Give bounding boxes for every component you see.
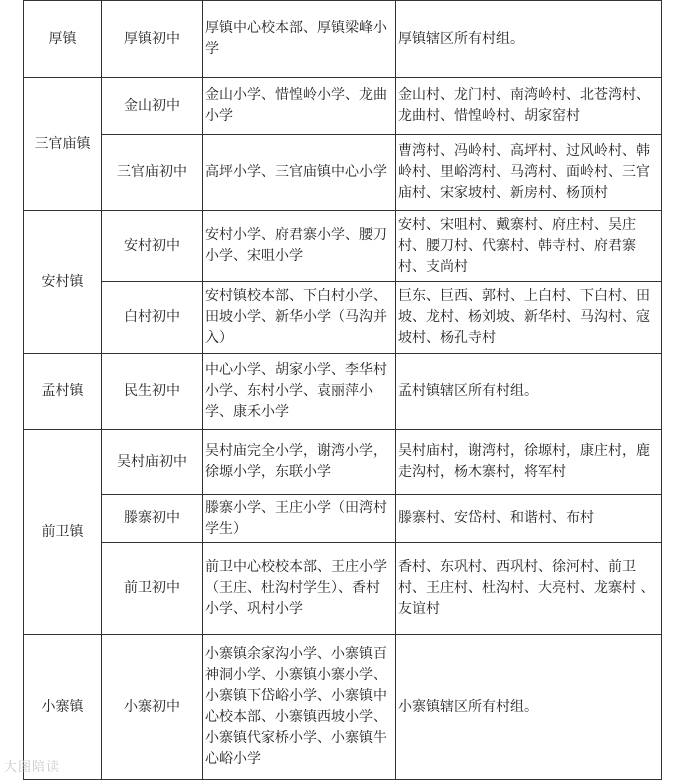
watermark: 大图陪读	[4, 760, 61, 775]
primary-schools-cell: 厚镇中心校本部、厚镇梁峰小学	[203, 1, 396, 78]
table-row	[24, 430, 662, 495]
town-cell: 孟村镇	[24, 354, 102, 430]
primary-schools-cell: 滕寨小学、王庄小学（田湾村学生）	[203, 495, 396, 543]
villages-cell: 香村、东巩村、西巩村、徐河村、前卫村、王庄村、杜沟村、大亮村、龙寨村 、友谊村	[396, 543, 662, 635]
middle-school-cell: 三官庙初中	[102, 135, 203, 211]
primary-schools-cell: 安村小学、府君寨小学、腰刀小学、宋咀小学	[203, 211, 396, 282]
town-cell: 前卫镇	[24, 430, 102, 635]
middle-school-cell: 安村初中	[102, 211, 203, 282]
middle-school-cell: 厚镇初中	[102, 1, 203, 78]
table-row	[24, 543, 662, 635]
middle-school-cell: 民生初中	[102, 354, 203, 430]
villages-cell: 巨东、巨西、郭村、上白村、下白村、田坡、龙村、杨刘坡、新华村、马沟村、寇坡村、杨孔寺村	[396, 282, 662, 354]
school-district-table	[23, 0, 662, 780]
town-cell: 厚镇	[24, 1, 102, 78]
table-row	[24, 135, 662, 211]
middle-school-cell: 吴村庙初中	[102, 430, 203, 495]
primary-schools-cell: 中心小学、胡家小学、李华村小学、东村小学、袁丽萍小学、康禾小学	[203, 354, 396, 430]
villages-cell: 吴村庙村，谢湾村，徐塬村，康庄村，鹿走沟村，杨木寨村，将军村	[396, 430, 662, 495]
middle-school-cell: 滕寨初中	[102, 495, 203, 543]
primary-schools-cell: 吴村庙完全小学，谢湾小学，徐塬小学，东联小学	[203, 430, 396, 495]
villages-cell: 孟村镇辖区所有村组。	[396, 354, 662, 430]
table-row	[24, 635, 662, 780]
town-cell: 三官庙镇	[24, 78, 102, 211]
table-row	[24, 78, 662, 135]
middle-school-cell: 金山初中	[102, 78, 203, 135]
town-cell: 小寨镇	[24, 635, 102, 780]
villages-cell: 小寨镇辖区所有村组。	[396, 635, 662, 780]
primary-schools-cell: 小寨镇余家沟小学、小寨镇百神洞小学、小寨镇小寨小学、小寨镇下岱峪小学、小寨镇中心校本部、小寨镇西坡小学、小寨镇代家桥小学、小寨镇牛心峪小学	[203, 635, 396, 780]
table-row	[24, 495, 662, 543]
primary-schools-cell: 安村镇校本部、下白村小学、田坡小学、新华小学（马沟并入）	[203, 282, 396, 354]
villages-cell: 安村、宋咀村、戴寨村、府庄村、吴庄村、腰刀村、代寨村、韩寺村、府君寨村、支尚村	[396, 211, 662, 282]
primary-schools-cell: 金山小学、惜惶岭小学、龙曲小学	[203, 78, 396, 135]
table-row	[24, 1, 662, 78]
table-row	[24, 282, 662, 354]
villages-cell: 金山村、龙门村、南湾岭村、北苍湾村、龙曲村、惜惶岭村、胡家窑村	[396, 78, 662, 135]
table-row	[24, 211, 662, 282]
middle-school-cell: 白村初中	[102, 282, 203, 354]
villages-cell: 厚镇辖区所有村组。	[396, 1, 662, 78]
primary-schools-cell: 高坪小学、三官庙镇中心小学	[203, 135, 396, 211]
middle-school-cell: 小寨初中	[102, 635, 203, 780]
villages-cell: 滕寨村、安岱村、和谐村、布村	[396, 495, 662, 543]
table-row	[24, 354, 662, 430]
primary-schools-cell: 前卫中心校校本部、王庄小学（王庄、杜沟村学生）、香村小学、巩村小学	[203, 543, 396, 635]
villages-cell: 曹湾村、冯岭村、高坪村、过风岭村、韩岭村、里峪湾村、马湾村、面岭村、三官庙村、宋家坡村、新房村、杨顶村	[396, 135, 662, 211]
town-cell: 安村镇	[24, 211, 102, 354]
middle-school-cell: 前卫初中	[102, 543, 203, 635]
